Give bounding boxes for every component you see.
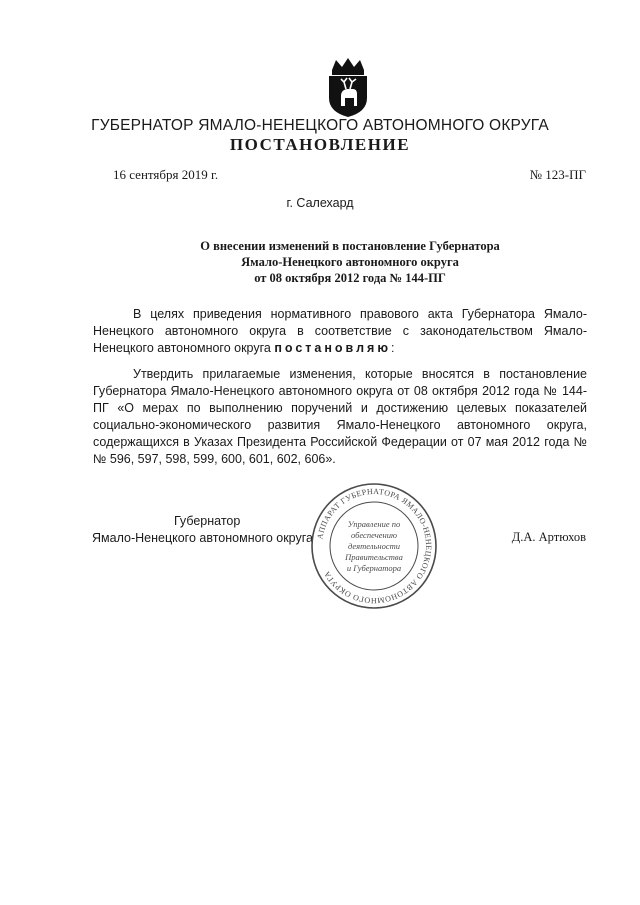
preamble-end: : [391,341,395,355]
signatory-position-line-2: Ямало-Ненецкого автономного округа [92,531,313,545]
document-city: г. Салехард [286,196,354,210]
document-date: 16 сентября 2019 г. [113,167,219,182]
stamp-line-5: и Губернатора [346,563,402,573]
document-number: № 123-ПГ [529,167,586,182]
document-type: ПОСТАНОВЛЕНИЕ [229,135,411,154]
signatory-position [92,513,332,547]
subject-line-1: О внесении изменений в постановление Губернатора [200,239,500,253]
stamp-line-1: Управление по [347,519,401,529]
authority-title: ГУБЕРНАТОР ЯМАЛО-НЕНЕЦКОГО АВТОНОМНОГО ОКРУГА [91,117,549,134]
signatory-position-line-1: Губернатор [174,514,241,528]
coat-of-arms-icon [322,56,374,118]
stamp-line-4: Правительства [345,552,403,562]
stamp-ring-text: АППАРАТ ГУБЕРНАТОРА ЯМАЛО-НЕНЕЦКОГО АВТОНОМНОГО ОКРУГА [315,486,434,606]
document-subject [150,238,550,286]
decree-word: постановляю [274,341,391,355]
stamp-line-2: обеспечению [350,530,398,540]
preamble-text: В целях приведения нормативного правового акта Губернатора Ямало-Ненецкого автономного округа в соответствие с законодательством Ямало-Ненецкого автономного округа [93,307,587,355]
paragraph-resolution: Утвердить прилагаемые изменения, которые вносятся в постановление Губернатора Ямало-Ненецкого автономного округа от 08 октября 2012 года № 144-ПГ «О мерах по выполнению поручений и достижению целевых показателей социально-экономического развития Ямало-Ненецкого автономного округа, содержащихся в Указах Президента Российской Федерации от 07 мая 2012 года №№ 596, 597, 598, 599, 600, 601, 602, 606». [93,367,587,466]
paragraph-preamble [93,306,587,357]
official-stamp [308,480,440,612]
subject-line-2: Ямало-Ненецкого автономного округа [241,255,459,269]
stamp-line-3: деятельности [347,541,401,551]
subject-line-3: от 08 октября 2012 года № 144-ПГ [254,271,446,285]
signatory-name: Д.А. Артюхов [511,530,586,544]
